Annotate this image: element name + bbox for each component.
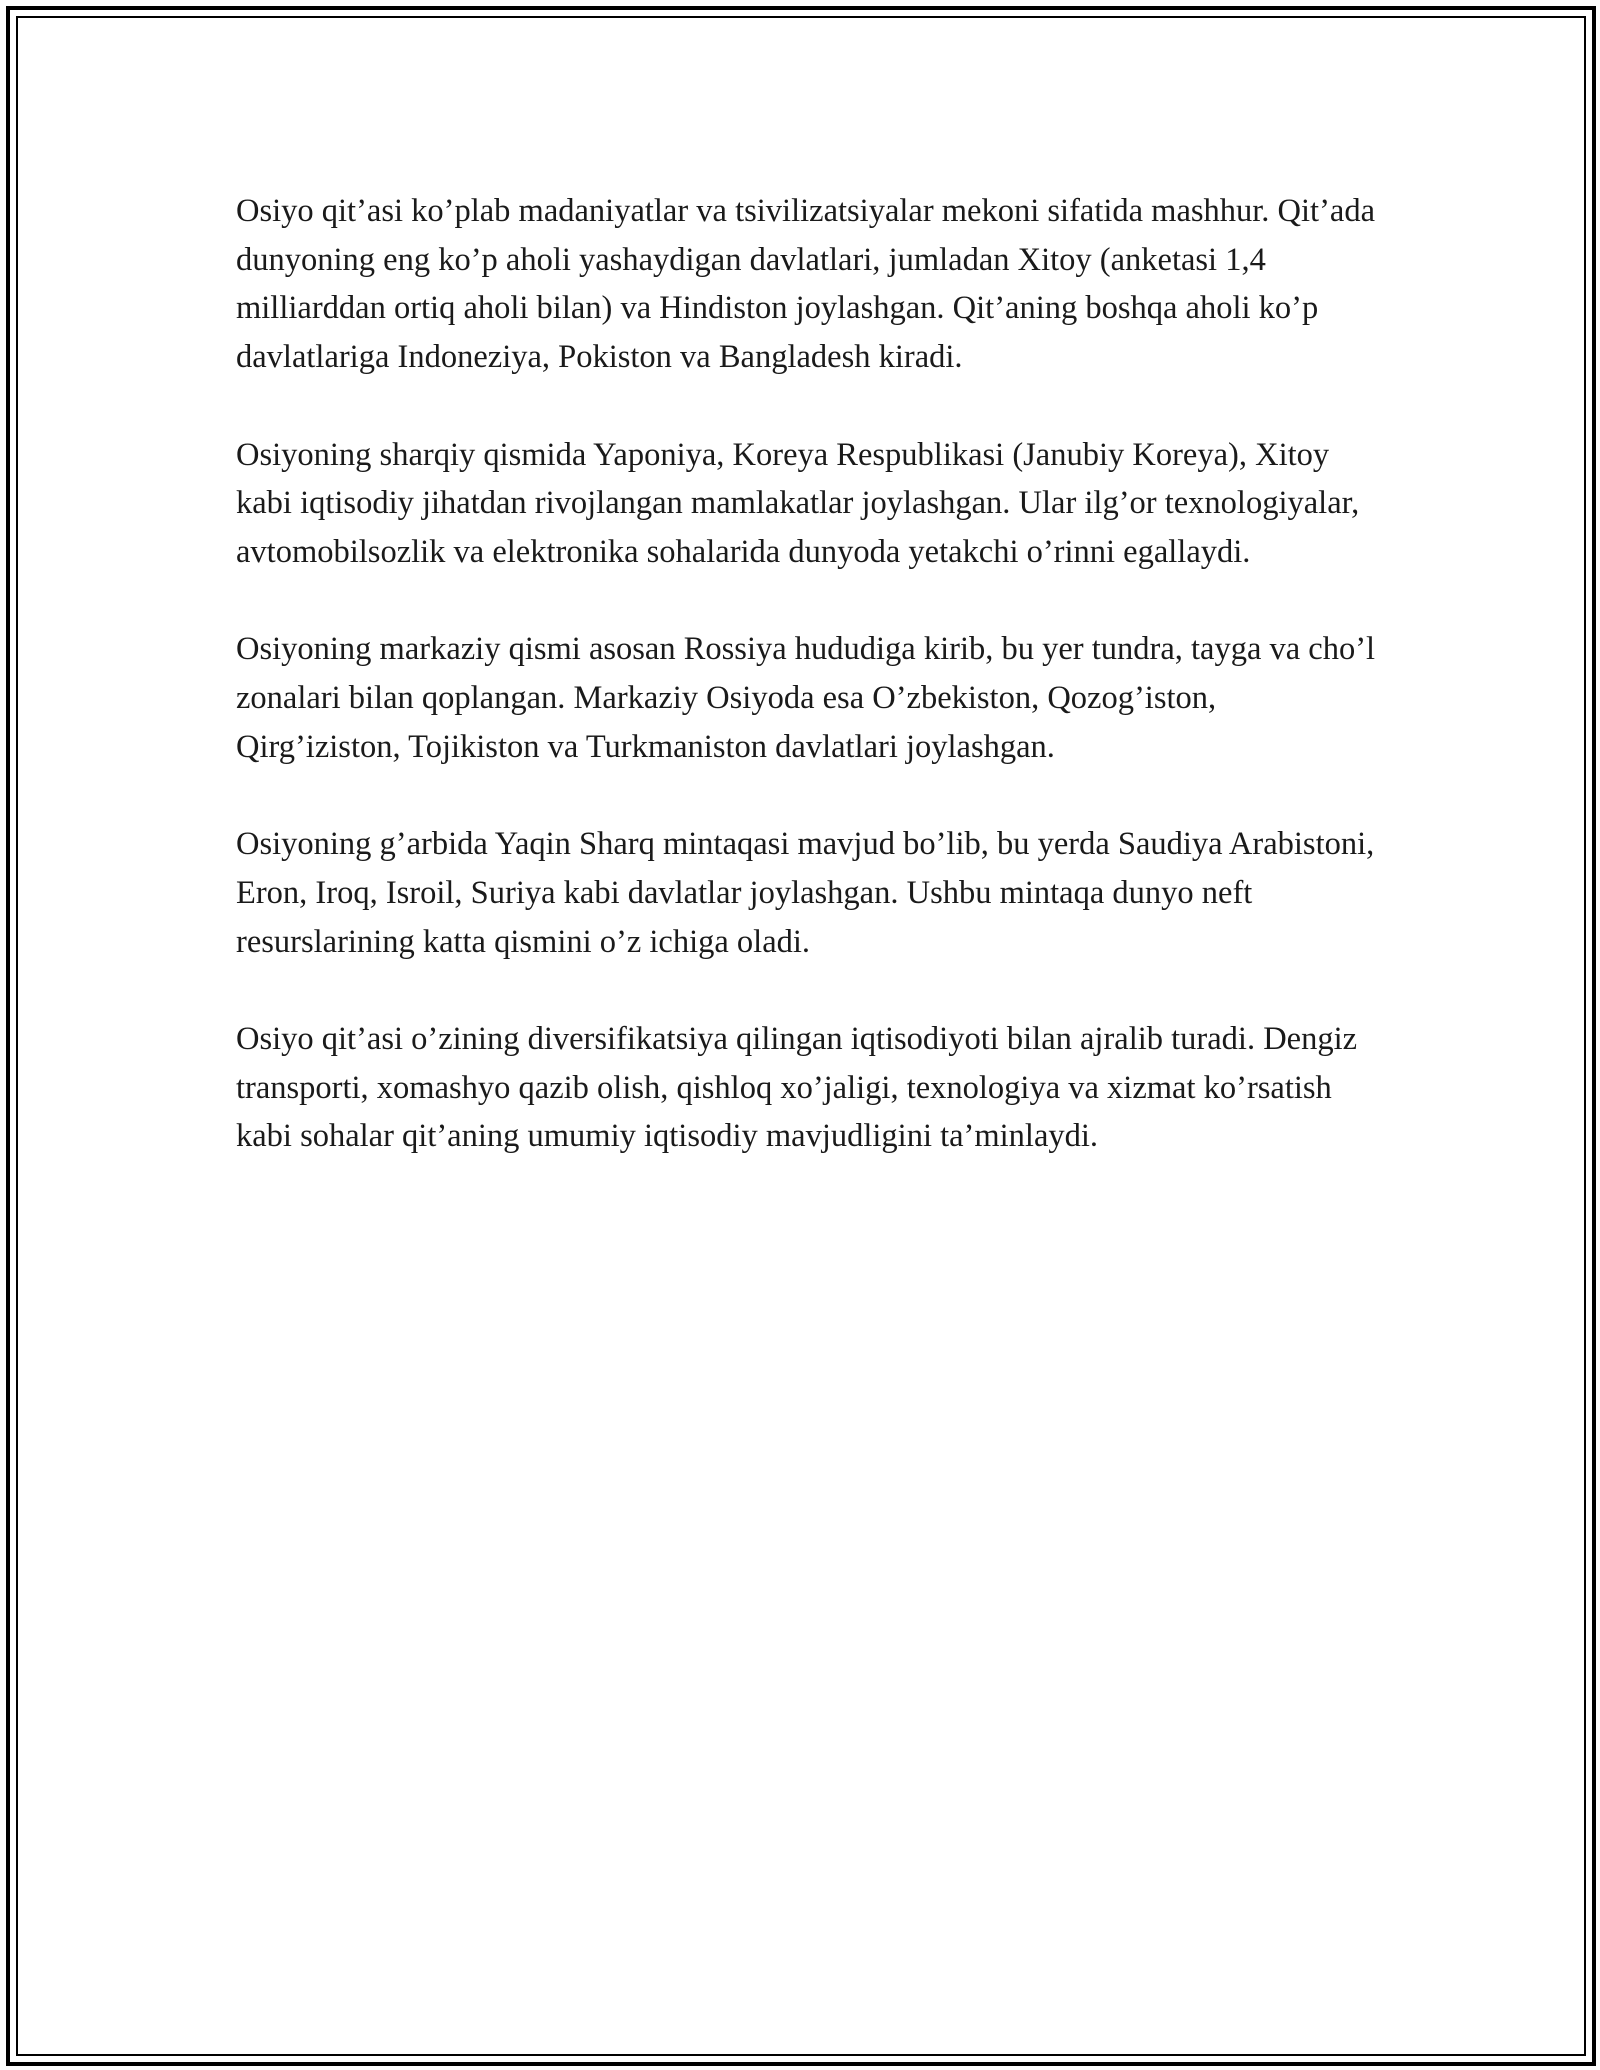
paragraph-1: Osiyo qit’asi ko’plab madaniyatlar va tsivilizatsiyalar mekoni sifatida mashhur. Qit’ada dunyoning eng ko’p aholi yashaydigan davlatlari, jumladan Xitoy (anketasi 1,4 milliarddan ortiq aholi bilan) va Hindiston joylashgan. Qit’aning boshqa aholi ko’p davlatlariga Indoneziya, Pokiston va Bangladesh kiradi. — [236, 193, 1376, 376]
paragraph-2: Osiyoning sharqiy qismida Yaponiya, Koreya Respublikasi (Janubiy Koreya), Xitoy kabi iqtisodiy jihatdan rivojlangan mamlakatlar joylashgan. Ular ilg’or texnologiyalar, avtomobilsozlik va elektronika sohalarida dunyoda yetakchi o’rinni egallaydi. — [236, 436, 1360, 570]
document-body — [236, 187, 1386, 1161]
paragraph-4: Osiyoning g’arbida Yaqin Sharq mintaqasi mavjud bo’lib, bu yerda Saudiya Arabistoni, Eron, Iroq, Isroil, Suriya kabi davlatlar joylashgan. Ushbu mintaqa dunyo neft resurslarining katta qismini o’z ichiga oladi. — [236, 826, 1375, 960]
paragraph-3: Osiyoning markaziy qismi asosan Rossiya hududiga kirib, bu yer tundra, tayga va cho’l zonalari bilan qoplangan. Markaziy Osiyoda esa O’zbekiston, Qozog’iston, Qirg’iziston, Tojikiston va Turkmaniston davlatlari joylashgan. — [236, 631, 1376, 765]
paragraph-5: Osiyo qit’asi o’zining diversifikatsiya qilingan iqtisodiyoti bilan ajralib turadi. Dengiz transporti, xomashyo qazib olish, qishloq xo’jaligi, texnologiya va xizmat ko’rsatish kabi sohalar qit’aning umumiy iqtisodiy mavjudligini ta’minlaydi. — [236, 1020, 1358, 1155]
